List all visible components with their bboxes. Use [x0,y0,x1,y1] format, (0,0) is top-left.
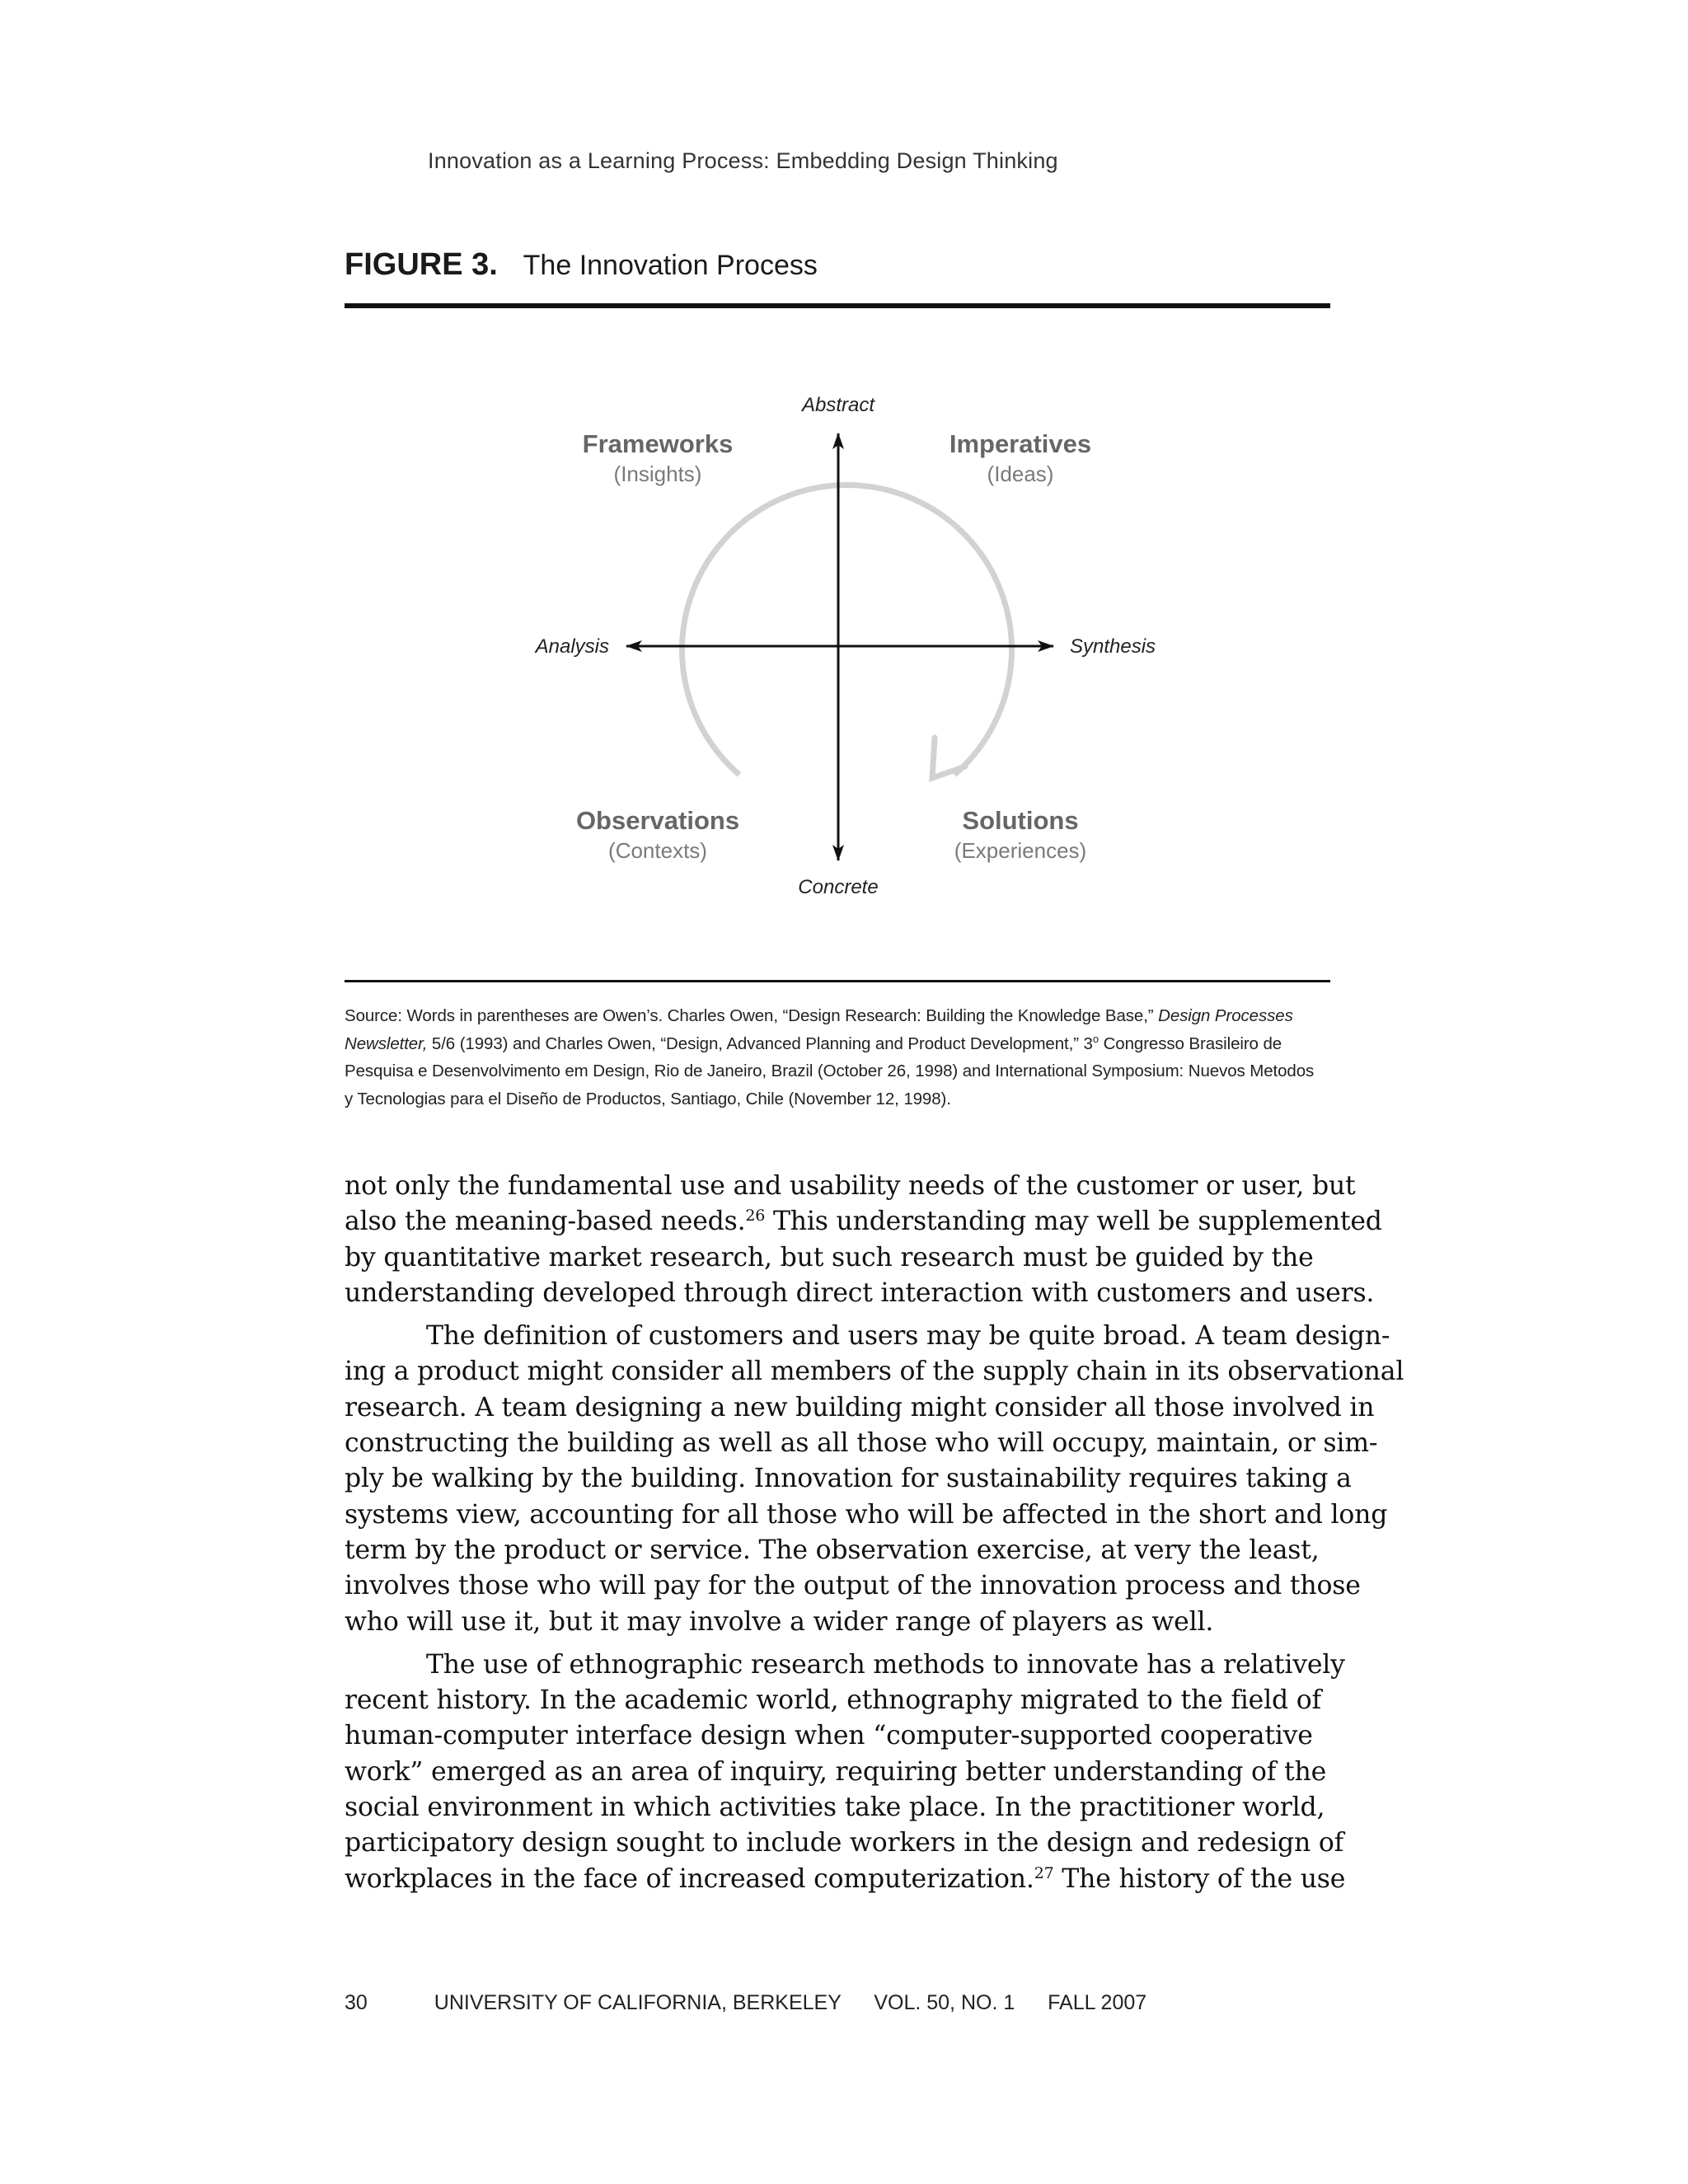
text-line: human-computer interface design when “computer-supported cooperative [345,1721,1313,1751]
text-line: not only the fundamental use and usability needs of the customer or user, but [345,1171,1356,1201]
text-line: also the meaning-based needs.$^{26}$ This understanding may well be supplemented [345,1207,1382,1237]
text-line: term by the product or service. The observation exercise, at very the least, [345,1535,1320,1565]
footer-volume: VOL. 50, NO. 1 [874,1991,1015,2014]
axis-label-synthesis: Synthesis [1070,635,1156,658]
paragraph-3 [345,1647,1346,1897]
text-line: who will use it, but it may involve a wider range of players as well. [345,1606,1214,1637]
text-line: constructing the building as well as all those who will occupy, maintain, or sim- [345,1428,1378,1459]
figure-title [345,247,818,283]
quadrant-frameworks-subtitle: (Insights) [613,462,702,486]
quadrant-solutions-subtitle: (Experiences) [954,838,1087,863]
innovation-process-diagram [345,308,1330,976]
text-line: The definition of customers and users may be quite broad. A team design- [426,1321,1390,1352]
quadrant-observations-subtitle: (Contexts) [608,838,707,863]
footer-season: FALL 2007 [1048,1991,1147,2014]
quadrant-imperatives-subtitle: (Ideas) [987,462,1054,486]
quadrant-solutions-title: Solutions [962,806,1079,835]
axis-label-concrete: Concrete [798,876,879,898]
figure-label: FIGURE 3. [345,247,498,282]
source-line: y Tecnologias para el Diseño de Productos, Santiago, Chile (November 12, 1998). [345,1089,951,1108]
axis-label-analysis: Analysis [535,635,609,658]
paragraph-1 [345,1169,1382,1311]
axis-label-abstract: Abstract [801,394,875,416]
paragraph-2 [345,1319,1404,1640]
footnote-ref-26: 26 [745,1207,766,1226]
source-line: Source: Words in parentheses are Owen’s. Charles Owen, “Design Research: Building the Knowledge Base,” Design Processes [345,1006,1293,1025]
quadrant-frameworks-title: Frameworks [582,429,734,458]
footer-institution: UNIVERSITY OF CALIFORNIA, BERKELEY [434,1991,842,2014]
running-header: Innovation as a Learning Process: Embedding Design Thinking [428,148,1058,173]
text-line: recent history. In the academic world, ethnography migrated to the field of [345,1685,1321,1716]
text-line: by quantitative market research, but such research must be guided by the [345,1242,1314,1272]
footnote-ref-27: 27 [1034,1863,1054,1882]
body-text [345,1169,1404,1897]
text-line: involves those who will pay for the output of the innovation process and those [345,1571,1361,1601]
text-line: participatory design sought to include workers in the design and redesign of [345,1828,1344,1858]
quadrant-observations-title: Observations [575,806,740,835]
text-line: The use of ethnographic research methods to innovate has a relatively [426,1649,1345,1680]
text-line: workplaces in the face of increased computerization.$^{27}$ The history of the use [345,1863,1346,1894]
figure-source-note [345,1002,1330,1113]
quadrant-imperatives-title: Imperatives [949,429,1092,458]
text-line: ply be walking by the building. Innovation for sustainability requires taking a [345,1464,1352,1494]
text-line: ing a product might consider all members of the supply chain in its observational [345,1357,1404,1387]
text-line: social environment in which activities take place. In the practitioner world, [345,1793,1325,1823]
page-footer [345,1991,1146,2015]
source-line: Newsletter, 5/6 (1993) and Charles Owen, “Design, Advanced Planning and Product Development,” 3$^o$ Congresso Brasileiro de [345,1032,1282,1053]
figure-bottom-rule [345,980,1330,982]
text-line: work” emerged as an area of inquiry, requiring better understanding of the [345,1756,1327,1787]
figure-caption: The Innovation Process [523,250,818,281]
page-number: 30 [345,1991,368,2014]
source-line: Pesquisa e Desenvolvimento em Design, Rio de Janeiro, Brazil (October 26, 1998) and International Symposium: Nuevos Metodos [345,1062,1315,1080]
text-line: systems view, accounting for all those who will be affected in the short and long [345,1499,1388,1530]
text-line: research. A team designing a new building might consider all those involved in [345,1392,1375,1422]
text-line: understanding developed through direct interaction with customers and users. [345,1277,1375,1308]
cycle-arc [682,485,1011,775]
